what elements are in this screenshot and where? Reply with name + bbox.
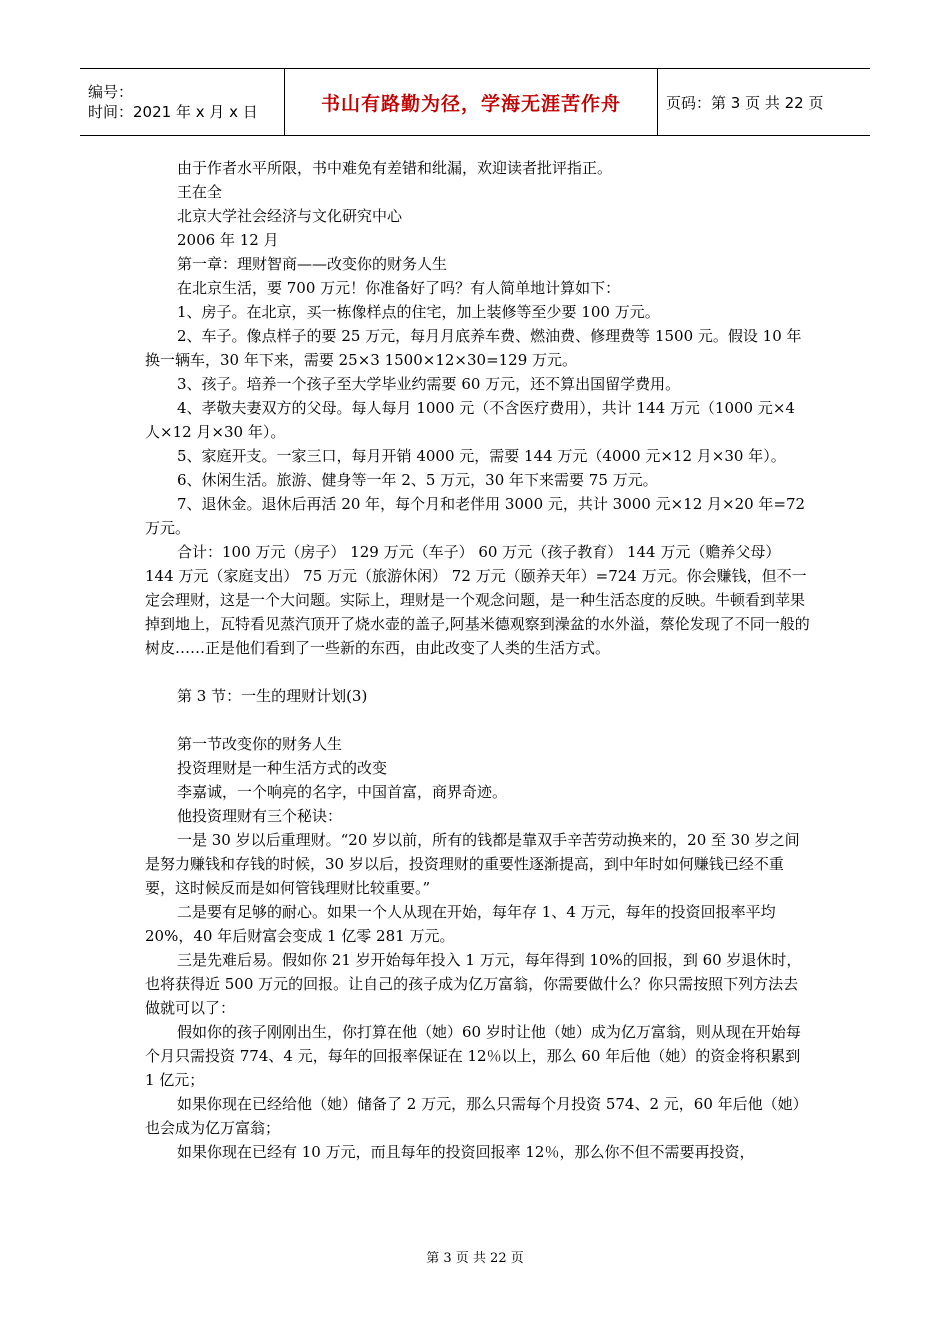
list-item: 3、孩子。培养一个孩子至大学毕业约需要 60 万元，还不算出国留学费用。 [177, 375, 681, 393]
header-meta [80, 69, 284, 135]
list-item: 4、孝敬夫妻双方的父母。每人每月 1000 元（不含医疗费用），共计 144 万元（1000 元×4 人×12 月×30 年）。 [145, 399, 795, 441]
paragraph: 如果你现在已经有 10 万元，而且每年的投资回报率 12％，那么你不但不需要再投资， [177, 1143, 755, 1161]
author-affiliation: 北京大学社会经济与文化研究中心 [177, 207, 403, 225]
author-name: 王在全 [177, 183, 223, 201]
list-item: 1、房子。在北京，买一栋像样点的住宅，加上装修等至少要 100 万元。 [177, 303, 660, 321]
document-number-label: 编号： [88, 83, 134, 101]
document-body [145, 156, 813, 1164]
summary-paragraph: 合计：100 万元（房子） 129 万元（车子） 60 万元（孩子教育） 144 万元（赡养父母） 144 万元（家庭支出） 75 万元（旅游休闲） 72 万元（颐养天年）=724 万元。你会赚钱，但不一定会理财，这是一个大问题。实际上，理财是一个观念问题，是一种生活态度的反映。牛顿看到苹果掉到地上，瓦特看见蒸汽顶开了烧水壶的盖子,阿基米德观察到澡盆的水外溢，蔡伦发现了不同一般的树皮……正是他们看到了一些新的东西，由此改变了人类的生活方式。 [145, 543, 810, 657]
list-item: 7、退休金。退休后再活 20 年，每个月和老伴用 3000 元，共计 3000 元×12 月×20 年=72 万元。 [145, 495, 806, 537]
paragraph: 三是先难后易。假如你 21 岁开始每年投入 1 万元，每年得到 10%的回报，到 60 岁退休时，也将获得近 500 万元的回报。让自己的孩子成为亿万富翁，你需要做什么？你只需按照下列方法去做就可以了： [145, 951, 802, 1017]
body-line: 他投资理财有三个秘诀： [177, 807, 343, 825]
paragraph: 一是 30 岁以后重理财。“20 岁以前，所有的钱都是靠双手辛苦劳动换来的，20 至 30 岁之间是努力赚钱和存钱的时候，30 岁以后，投资理财的重要性逐渐提高，到中年时如何赚钱已经不重要，这时候反而是如何管钱理财比较重要。” [145, 831, 800, 897]
page-footer: 第 3 页 共 22 页 [426, 1251, 524, 1266]
page-header [80, 68, 870, 136]
spacer [145, 708, 813, 732]
body-line: 投资理财是一种生活方式的改变 [177, 759, 388, 777]
list-item: 2、车子。像点样子的要 25 万元，每月月底养车费、燃油费、修理费等 1500 元。假设 10 年换一辆车，30 年下来，需要 25×3 1500×12×30=129 万元。 [145, 327, 802, 369]
body-line: 在北京生活，要 700 万元！你准备好了吗？有人简单地计算如下： [177, 279, 621, 297]
section-title: 第 3 节：一生的理财计划(3) [177, 687, 368, 705]
header-page-cell [658, 69, 870, 135]
list-item: 5、家庭开支。一家三口，每月开销 4000 元，需要 144 万元（4000 元×12 月×30 年）。 [177, 447, 786, 465]
paragraph: 如果你现在已经给他（她）储备了 2 万元，那么只需每个月投资 574、2 元，60 年后他（她）也会成为亿万富翁； [145, 1095, 808, 1137]
paragraph: 假如你的孩子刚刚出生，你打算在他（她）60 岁时让他（她）成为亿万富翁，则从现在开始每个月只需投资 774、4 元，每年的回报率保证在 12％以上，那么 60 年后他（她）的资金将积累到 1 亿元； [145, 1023, 801, 1089]
header-motto: 书山有路勤为径，学海无涯苦作舟 [320, 92, 621, 115]
chapter-title: 第一章：理财智商——改变你的财务人生 [177, 255, 448, 273]
spacer [145, 660, 813, 684]
preface-date: 2006 年 12 月 [177, 231, 279, 249]
body-line: 李嘉诚，一个响亮的名字，中国首富，商界奇迹。 [177, 783, 508, 801]
header-page-number: 页码：第 3 页 共 22 页 [666, 93, 824, 112]
section-heading: 第一节改变你的财务人生 [177, 735, 343, 753]
list-item: 6、休闲生活。旅游、健身等一年 2、5 万元，30 年下来需要 75 万元。 [177, 471, 658, 489]
header-motto-cell [284, 69, 658, 135]
body-line: 由于作者水平所限，书中难免有差错和纰漏，欢迎读者批评指正。 [177, 159, 613, 177]
document-date-label: 时间：2021 年 x 月 x 日 [88, 103, 258, 121]
paragraph: 二是要有足够的耐心。如果一个人从现在开始，每年存 1、4 万元，每年的投资回报率平均 20%，40 年后财富会变成 1 亿零 281 万元。 [145, 903, 776, 945]
